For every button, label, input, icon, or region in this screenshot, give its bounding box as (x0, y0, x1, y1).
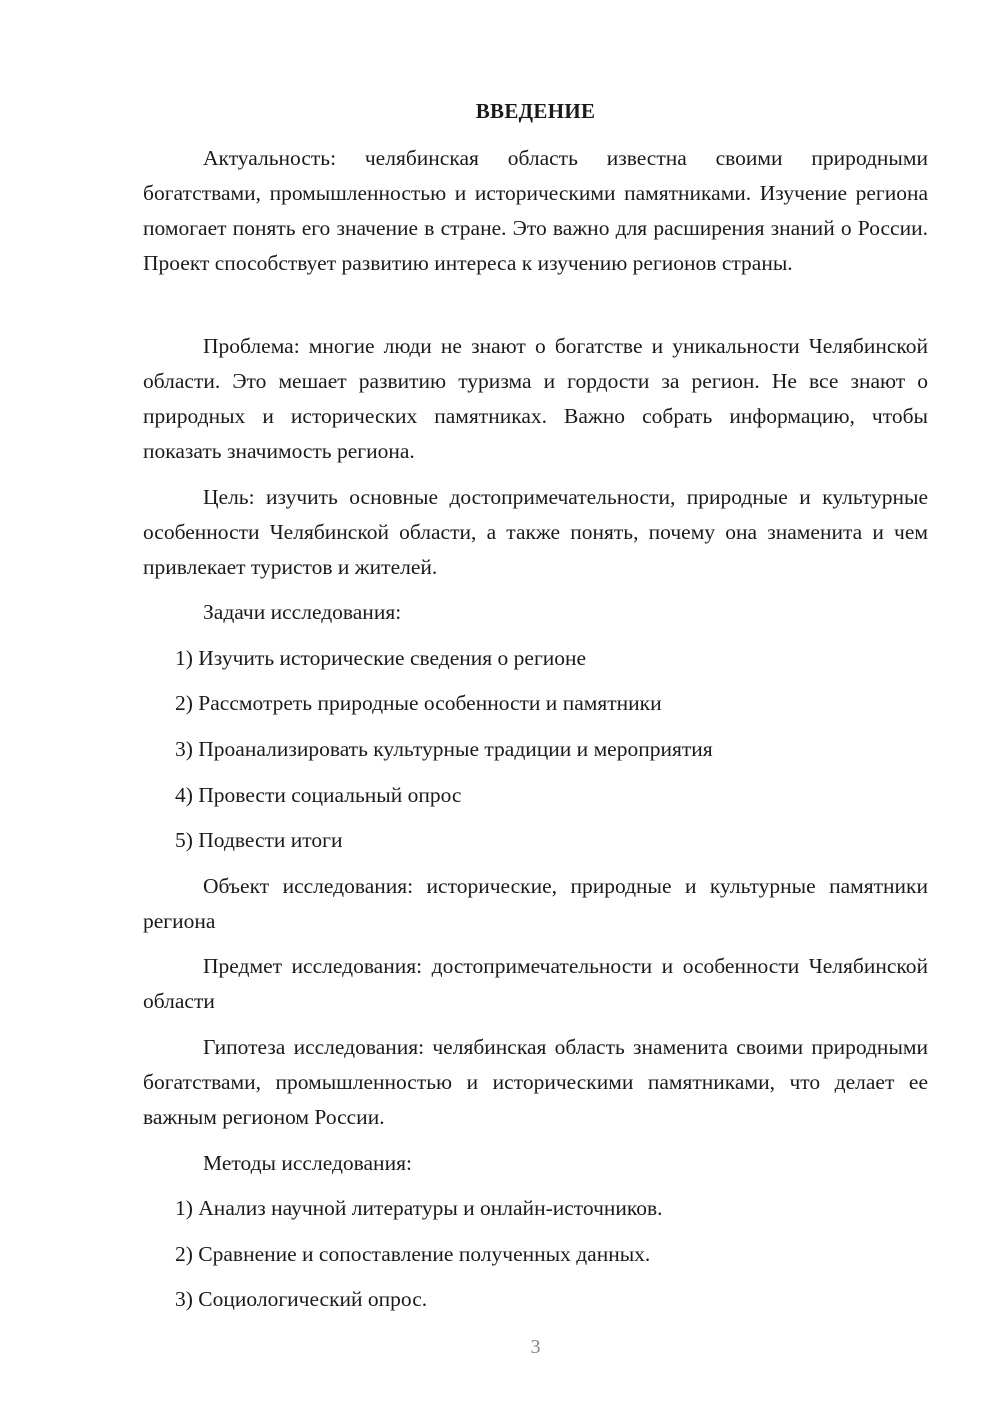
method-item: 3) Социологический опрос. (175, 1287, 428, 1311)
tasks-label: Задачи исследования: (203, 600, 402, 624)
task-item: 5) Подвести итоги (175, 828, 343, 852)
hypothesis-paragraph: Гипотеза исследования: челябинская область знаменита своими природными богатствами, промышленностью и историческими памятниками, что делает ее важным регионом России. (143, 1035, 928, 1129)
relevance-paragraph: Актуальность: челябинская область известна своими природными богатствами, промышленностью и историческими памятниками. Изучение региона помогает понять его значение в стране. Это важно для расширения знаний о России. Проект способствует развитию интереса к изучению регионов страны. (143, 146, 928, 275)
problem-paragraph: Проблема: многие люди не знают о богатстве и уникальности Челябинской области. Это мешает развитию туризма и гордости за регион. Не все знают о природных и исторических памятниках. Важно собрать информацию, чтобы показать значимость региона. (143, 334, 928, 463)
method-item: 2) Сравнение и сопоставление полученных данных. (175, 1242, 651, 1266)
section-heading: ВВЕДЕНИЕ (475, 99, 596, 123)
document-page (143, 0, 928, 1414)
task-item: 2) Рассмотреть природные особенности и памятники (175, 691, 662, 715)
method-item: 1) Анализ научной литературы и онлайн-источников. (175, 1196, 663, 1220)
methods-label: Методы исследования: (203, 1151, 412, 1175)
task-item: 3) Проанализировать культурные традиции и мероприятия (175, 737, 713, 761)
task-item: 1) Изучить исторические сведения о регионе (175, 646, 587, 670)
page-number: 3 (530, 1336, 541, 1358)
goal-paragraph: Цель: изучить основные достопримечательности, природные и культурные особенности Челябинской области, а также понять, почему она знаменита и чем привлекает туристов и жителей. (143, 485, 928, 579)
task-item: 4) Провести социальный опрос (175, 783, 462, 807)
subject-paragraph: Предмет исследования: достопримечательности и особенности Челябинской области (143, 954, 928, 1013)
object-paragraph: Объект исследования: исторические, природные и культурные памятники региона (143, 874, 928, 933)
